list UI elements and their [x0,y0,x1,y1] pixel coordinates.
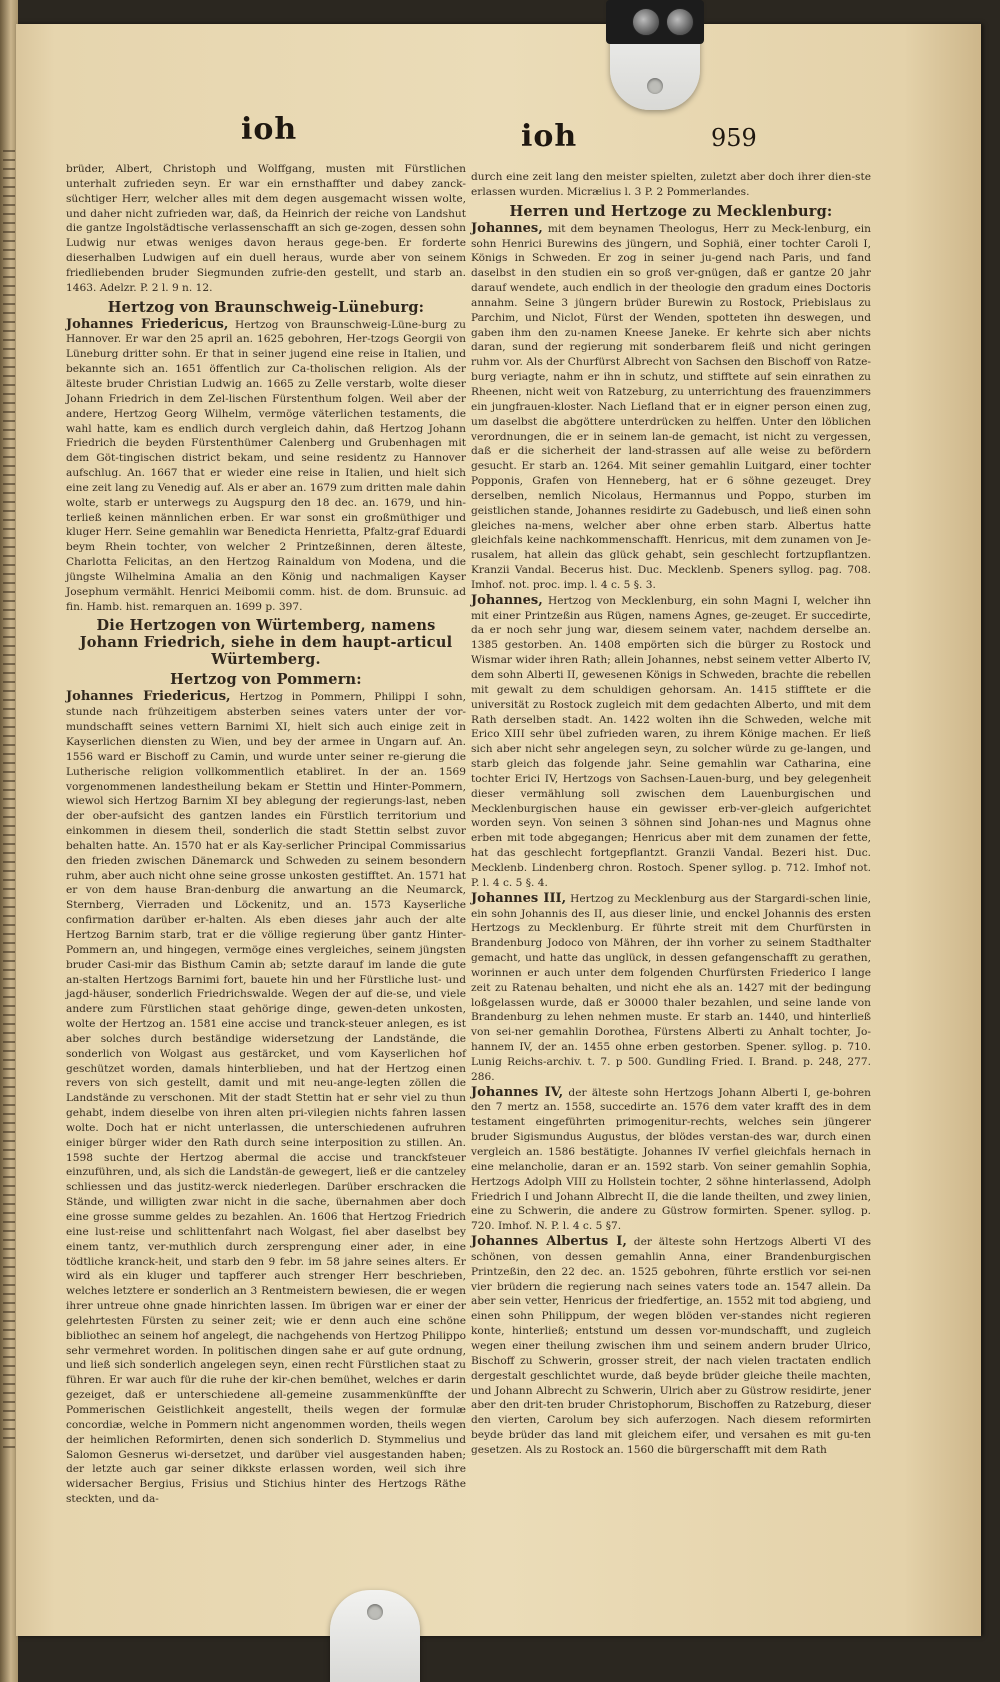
entry-body: Hertzog von Mecklenburg, ein sohn Magni I, welcher ihn mit einer Printzeßin aus Rügen, namens Agnes, ge-zeuget. Er succedirte, da er noch sehr jung war, diesem seinem vater, nachdem derselbe an. 1385 gestorben. An. 1408 empörten sich die bürger zu Rostock und Wismar wider ihren Rath; allein Johannes, nebst seinem vetter Alberto IV, dem sohn Alberti II, gewesenen Königs in Schweden, brachte die rebellen mit gewalt zu dem schuldigen gehorsam. An. 1415 stifftete er die universität zu Rostock zugleich mit dem gedachten Alberto, und mit dem Rath derselben stadt. An. 1422 wolten ihn die Schweden, welche mit Erico XIII sehr übel zufrieden waren, zu ihrem Könige machen. Er ließ sich aber nicht sehr angelegen seyn, zu solcher würde zu ge-langen, und starb gleich das folgende jahr. Seine gemahlin war Catharina, eine tochter Erici IV, Hertzogs von Sachsen-Lauen-burg, und bey gelegenheit dieser vermählung soll zwischen dem Lauenburgischen und Mecklenburgischen hause ein gewisser erb-ver-gleich aufgerichtet worden seyn. Von seinen 3 söhnen sind Johan-nes und Magnus ohne erben mit tode abgegangen; Henricus aber mit dem zunamen der fette, hat das geschlecht fortgepflantzt. Granzii Vandal. Bezeri hist. Duc. Mecklenb. Lindenberg chron. Rostoch. Spener syllog. p. 712. Imhof not. P. l. 4 c. 5 §. 4. [471,594,871,889]
entry-johannes-theologus [471,222,871,593]
entry-body: der älteste sohn Hertzogs Alberti VI des schönen, von dessen gemahlin Anna, einer Brandenburgischen Printzeßin, den 22 dec. an. 1525 gebohren, führte erstlich vor sei-nen vier brüdern die regierung nach seines vaters tode an. 1547 allein. Da aber sein vetter, Henricus der friedfertige, an. 1552 mit tod abgieng, und einen sohn Philippum, der wegen blöden ver-standes nicht regieren konte, hinterließ; entstund um dessen vor-mundschafft, und zugleich wegen einer theilung zwischen ihm und seinem andern bruder Ulrico, Bischoff zu Schwerin, grosser streit, der nach vielen tractaten endlich dergestalt geschlichtet wurde, daß beyde brüder gleiche theile machten, und Johann Albrecht zu Schwerin, Ulrich aber zu Güstrow residirte, jener aber den drit-ten bruder Christophorum, Bischoffen zu Ratzeburg, dieser den vierten, Carolum bey sich auferzogen. Nach diesem reformirten beyde brüder das land mit gleichem eifer, und versahen es mit gu-ten gesetzen. Als zu Rostock an. 1560 die bürgerschafft mit dem Rath [471,1236,872,1456]
clip-hole-icon [367,1604,383,1620]
left-running-header: ioh [241,112,298,147]
left-text-column [66,162,466,1508]
entry-lead: Johannes III, [471,890,567,906]
entry-body: der älteste sohn Hertzogs Johann Alberti I, ge-bohren den 7 mertz an. 1558, succedirte an. 1576 dem vater krafft des in dem testament eingeführten primogenitur-rechts, welches sein jüngerer bruder Sigismundus Augustus, der blödes verstan-des war, durch einen vergleich an. 1586 bestätigte. Johannes IV verfiel gleichfals hernach in eine melancholie, daran er an. 1592 starb. Von seiner gemahlin Sophia, Hertzogs Adolph VIII zu Hollstein tochter, 2 söhne hinterlassend, Adolph Friedrich I und Johann Albrecht II, die die lande theilten, und zwey linien, eine zu Schwerin, die andere zu Güstrow formirten. Spener. syllog. p. 720. Imhof. N. P. l. 4 c. 5 §7. [471,1086,871,1233]
paragraph-continuation: brüder, Albert, Christoph und Wolffgang, musten mit Fürstlichen unterhalt zufrieden seyn. Er war ein ernsthaffter und dabey zanck-süchtiger Herr, welcher alles mit dem degen ausgemacht wissen wolte, und daher nicht zufrieden war, daß, da Heinrich der reiche von Landshut die gantze Ingolstädtische verlassenschafft an sich ge-zogen, dessen sohn Ludwig nur etwas weniges davon heraus gege-ben. Er forderte dieserhalben Ludwigen auf ein duell heraus, wurde aber von seinem friedliebenden bruder Siegmunden zufrie-den gestellt, und starb an. 1463. Adelzr. P. 2 l. 9 n. 12. [66,163,466,294]
entry-johannes-albertus-i [471,1235,871,1458]
entry-lead: Johannes Friedericus, [66,316,229,332]
entry-body: Hertzog von Braunschweig-Lüne-burg zu Hannover. Er war den 25 april an. 1625 gebohren, Her-tzogs Georgii von Lüneburg dritter sohn. Er that in seiner jugend eine reise in Italien, und bekannte sich an. 1651 öffentlich zur Ca-tholischen religion. Als der älteste bruder Christian Ludwig an. 1665 zu Zelle verstarb, wolte dieser Johann Friedrich in dem Zel-lischen Fürstenthum folgen. Weil aber der andere, Hertzog Georg Wilhelm, vermöge väterlichen testaments, die wahl hatte, kam es endlich durch vergleich dahin, daß Hertzog Johann Friedrich die beyden Fürstenthümer Calenberg und Grubenhagen mit dem Göt-tingischen district bekam, und seine residentz zu Hannover aufschlug. An. 1667 that er wieder eine reise in Italien, und hielt sich eine zeit lang zu Venedig auf. Als er aber an. 1679 zum dritten male dahin wolte, starb er unterwegs zu Augspurg den 18 dec. an. 1679, und hin-terließ keinen männlichen erben. Er war sonst ein großmüthiger und kluger Herr. Seine gemahlin war Benedicta Henrietta, Pfaltz-graf Eduardi beym Rhein tochter, von welcher 2 Printzeßinnen, deren älteste, Charlotta Felicitas, an den Hertzog Rainaldum von Modena, und die jüngste Wilhelmina Amalia an den König und nachmaligen Kayser Josephum vermählt. Henrici Meibomii comm. hist. de dom. Brunsuic. ad fin. Hamb. hist. remarquen an. 1699 p. 397. [66,318,466,613]
section-heading-pommern: Hertzog von Pommern: [170,671,362,689]
section-heading-mecklenburg: Herren und Hertzoge zu Mecklenburg: [509,202,833,220]
screw-icon [632,8,660,36]
page-number: 959 [711,124,757,152]
screw-icon [666,8,694,36]
entry-johannes-iv [471,1086,871,1234]
entry-lead: Johannes, [471,592,543,608]
entry-body: Hertzog zu Mecklenburg aus der Stargardi-schen linie, ein sohn Johannis des II, aus dieser linie, und enckel Johannis des ersten Hertzogs zu Mecklenburg. Er führte streit mit dem Churfürsten in Brandenburg Jodoco von Mähren, der ihn vorher zu seinem Stadthalter gemacht, und hatte das unglück, in dessen gefangenschafft zu gerathen, worinnen er auch unter dem folgenden Churfürsten Friederico I lange zeit zu Ratenau behalten, und nicht ehe als an. 1427 mit der bedingung loßgelassen wurde, daß er 30000 thaler bezahlen, und seine lande von Brandenburg zu lehen nehmen muste. Er starb an. 1440, und hinterließ von sei-ner gemahlin Dorothea, Fürstens Alberti zu Anhalt tochter, Jo-hannem IV, der an. 1455 ohne erben gestorben. Spener. syllog. p. 710. Lunig Reichs-archiv. t. 7. p 500. Gundling Fried. I. Brand. p. 248, 277. 286. [471,892,871,1083]
entry-johannes-iii [471,892,871,1085]
clip-bar [606,0,704,44]
entry-johannes-friedericus-pommern [66,690,466,1506]
top-page-clip [610,0,700,110]
section-heading-wuertemberg: Die Hertzogen von Würtemberg, namens Johann Friedrich, siehe in dem haupt-articul Würtemberg. [79,617,453,669]
bottom-page-clip [330,1590,420,1682]
right-running-header: ioh [521,119,578,154]
section-heading-braunschweig: Hertzog von Braunschweig-Lüneburg: [107,298,425,316]
entry-body: mit dem beynamen Theologus, Herr zu Meck-lenburg, ein sohn Henrici Burewins des jüngern, und Sophiä, einer tochter Caroli I, Königs in Schweden. Er zog in seiner ju-gend nach Paris, und fand daselbst in den studien ein so groß ver-gnügen, daß er gantze 20 jahr darauf wendete, auch endlich in der theologie den gradum eines Doctoris annahm. Seine 3 jüngern brüder Burewin zu Rostock, Priebislaus zu Parchim, und Niclot, Fürst der Wenden, spotteten ihn deswegen, und gaben ihm den zu-namen Kneese Janeke. Er kehrte sich aber nichts daran, sund der regierung mit sonderbarem fleiß und nicht geringen ruhm vor. Als der Churfürst Albrecht von Sachsen den Bischoff von Ratze-burg veriagte, nahm er ihn in schutz, und stifftete auf sein einrathen zu Rheenen, nicht weit von Ratzeburg, zu unterrichtung des frauenzimmers ein jungfrauen-kloster. Nach Liefland that er in eigner person einen zug, um daselbst die abgöttere unterdrücken zu helffen. Unter den löblichen verordnungen, die er in seinem lan-de gemacht, ist nicht zu vergessen, daß er die sicherheit der land-strassen auf alle weise zu befördern gesucht. Er starb an. 1264. Mit seiner gemahlin Luitgard, einer tochter Popponis, Grafen von Henneberg, hat er 6 söhne gezeuget. Drey derselben, nemlich Nicolaus, Hermannus und Poppo, sturben im geistlichen stande, Johannes residirte zu Gadebusch, und ließ einen sohn gleiches na-mens, welcher aber ohne erben starb. Albertus hatte gleichfals keine nachkommenschafft. Henricus, mit dem zunamen von Je-rusalem, hat allein das glück gehabt, sein geschlecht fortzupflantzen. Kranzii Vandal. Becerus hist. Duc. Mecklenb. Speners syllog. pag. 708. Imhof. not. proc. imp. l. 4 c. 5 §. 3. [471,222,872,591]
entry-lead: Johannes Friedericus, [66,689,231,705]
entry-body: Hertzog in Pommern, Philippi I sohn, stunde nach frühzeitigem absterben seines vaters unter der vor-mundschafft seines vettern Barnimi XI, hielt sich auch einige zeit in Kayserlichen diensten zu Wien, und bey der armee in Ungarn auf. An. 1556 ward er Bischoff zu Camin, und wurde unter seiner re-gierung die Lutherische religion vollkommentlich etabliret. In der an. 1569 vorgenommenen landestheilung bekam er Stettin und Hinter-Pommern, wiewol sich Hertzog Barnim XI bey ablegung der regierungs-last, neben der ober-aufsicht des gantzen landes ein Fürstlich territorium und einkommen in diesem theil, sonderlich die stadt Stettin selbst zuvor behalten hatte. An. 1570 hat er als Kay-serlicher Principal Commissarius den frieden zwischen Dänemarck und Schweden zu seinem besondern ruhm, aber auch nicht ohne seine grosse unkosten gestifftet. An. 1571 hat er von dem hause Bran-denburg die anwartung an die Neumarck, Sternberg, Vierraden und Löckenitz, und an. 1573 Kayserliche confirmation darüber er-halten. Als eben dieses jahr auch der alte Hertzog Barnim starb, trat er die völlige regierung über gantz Hinter-Pommern an, und hingegen, vermöge eines vergleiches, seinem jüngsten bruder Casi-mir das Bisthum Camin ab; setzte darauf im lande die gute an-stalten Hertzogs Barnimi fort, bauete hin und her Fürstliche lust- und jagd-häuser, sonderlich Friedrichswalde. Wegen der auf die-se, und viele andere zum Fürstlichen staat gehörige dinge, gewen-deten unkosten, wolte der Hertzog an. 1581 eine accise und tranck-steuer anlegen, es ist aber solches durch beständige widersetzung der Landstände, die sonderlich von Wolgast aus gestärcket, und vom Kayserlichen hof geschützet worden, damals hinterblieben, und hat der Hertzog einen revers von sich gestellt, damit und mit neu-ange-legten zöllen die Landstände zu verschonen. Mit der stadt Stettin hat er sehr viel zu thun gehabt, indem dieselbe von ihren alten pri-vilegien nichts fahren lassen wolte. Doch hat er nicht unterlassen, die unterschiedenen aufruhren einiger bürger wider den Rath durch seine interposition zu stillen. An. 1598 suchte der Hertzog abermal die accise und tranckfsteuer einzuführen, und, als sich die Landstän-de gewegert, ließ er die cantzeley schliessen und das justitz-werck niederlegen. Darüber erschracken die Stände, und willigten zwar nicht in die sache, übernahmen aber doch eine grosse summe geldes zu bezahlen. An. 1606 that Hertzog Friedrich eine lust-reise und schlittenfahrt nach Wolgast, fiel aber daselbst bey einem tantz, ver-muthlich durch zersprengung einer ader, in eine tödtliche kranck-heit, und starb den 9 febr. im 58 jahre seines alters. Er wird als ein kluger und tapfferer auch strenger Herr beschrieben, welches letztere er sonderlich an 3 Rentmeistern bewiesen, die er wegen ihrer untreue ohne gnade hinrichten lassen. Im übrigen war er einer der gelehrtesten Fürsten zu seiner zeit; wie er denn auch eine schöne bibliothec an seinem hof angelegt, die nachgehends von Hertzog Philippo sehr vermehret worden. In politischen dingen sahe er auf gute ordnung, und ließ sich sonderlich angelegen seyn, einen recht Fürstlichen staat zu führen. Er war auch für die ruhe der kir-chen bemühet, welches er darin gezeiget, daß er unterschiedene all-gemeine zusammenkünffte der Pommerischen Geistlichkeit angestellt, theils wegen der formulæ concordiæ, welche in Pommern nicht angenommen worden, theils wegen der heimlichen Reformirten, denen sich sonderlich D. Stymmelius und Salomon Gesnerus wi-dersetzet, und darüber viel ausgestanden haben; der letzte auch gar seiner dikkste erlassen worden, weil sich ihre widersacher Bergius, Frisius und Stichius hinter des Hertzogs Räthe steckten, und da- [66,691,466,1506]
entry-lead: Johannes Albertus I, [471,1234,627,1250]
clip-hole-icon [647,78,663,94]
book-page [16,24,981,1636]
entry-johannes-friedericus-braunschweig [66,318,466,615]
right-text-column [471,170,871,1459]
paragraph-continuation: durch eine zeit lang den meister spielten, zuletzt aber doch ihrer dien-ste erlassen wurden. Micrælius l. 3 P. 2 Pommerlandes. [471,171,871,198]
entry-lead: Johannes, [471,220,543,236]
entry-johannes-magni-sohn [471,594,871,891]
entry-lead: Johannes IV, [471,1084,564,1100]
